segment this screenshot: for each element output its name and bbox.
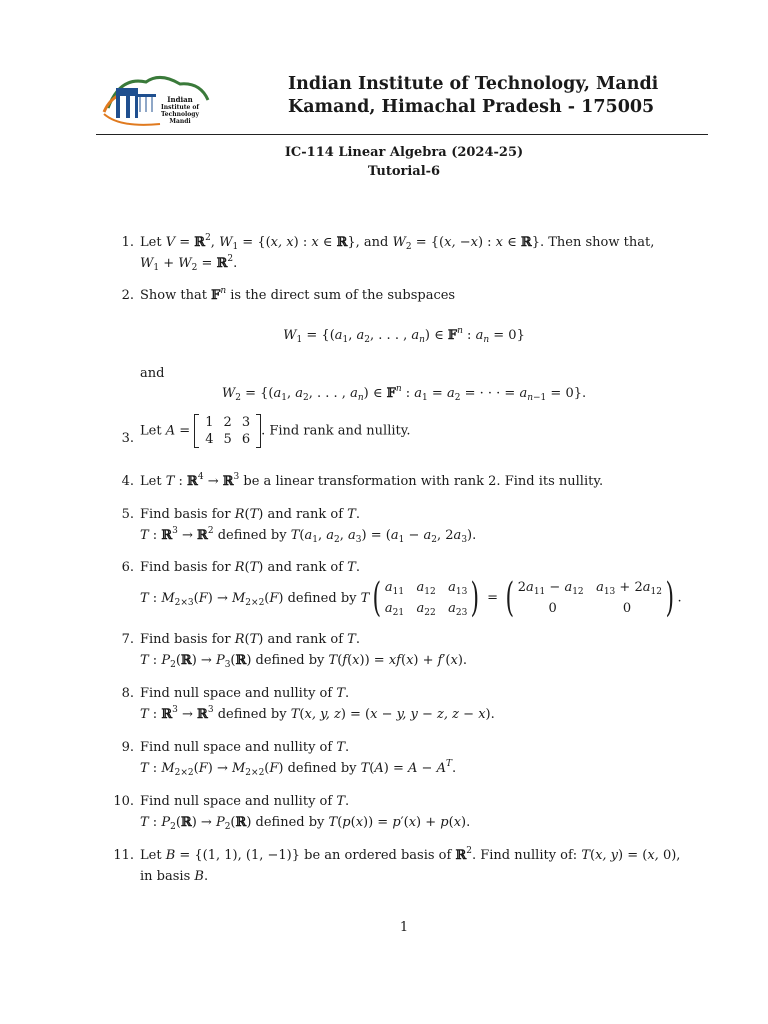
- problem-10-line-1: Find null space and nullity of T.: [140, 794, 350, 809]
- problem-5-line-1: Find basis for R(T) and rank of T.: [140, 507, 360, 522]
- institute-name: Indian Institute of Technology, Mandi: [288, 74, 659, 94]
- problem-number: 10.: [113, 794, 134, 809]
- institute-logo: [100, 68, 212, 130]
- matrix-cell: 3: [241, 415, 251, 430]
- problem-number: 2.: [121, 288, 134, 303]
- matrix-a: [194, 414, 261, 448]
- tutorial-title: Tutorial-6: [367, 164, 441, 179]
- problem-3: Let A = 1 2 3 4 5 6 . Find rank and nullity.: [140, 415, 411, 447]
- problem-6-line-2: T : $M_{2\times 3}(F) \to M_{2\times 2}(F)$ defined by T( $a_{11}$ $a_{12}$ $a_{13}$ $a_{21}$ $a_{22}$ $a_{23}$) = ( $2a_{11} - a_{12}$ $a_{13} + 2a_{12}$ 0 0 ) .: [140, 575, 682, 621]
- problem-9-line-1: Find null space and nullity of T.: [140, 740, 350, 755]
- problem-number: 3.: [121, 431, 134, 446]
- logo-text-1: Indian: [167, 95, 193, 104]
- problem-5-line-2: T : ℝ$^3$ → ℝ$^2$ defined by $T(a_1$, $a_2$, $a_3) = (a_1 - a_2$, $2a_3$).: [140, 526, 477, 545]
- problem-number: 5.: [121, 507, 134, 522]
- logo-text-2: Institute of: [161, 104, 199, 111]
- matrix-cell: 4: [205, 432, 214, 447]
- problem-2-w1: $W_1 = \{(a_1$, $a_2$, . . . , $a_n$) ∈ 𝔽$^n$ : $a_n = 0$}: [283, 326, 525, 345]
- course-title: IC-114 Linear Algebra (2024-25): [284, 145, 524, 160]
- problem-number: 1.: [121, 235, 134, 250]
- page-number: 1: [399, 920, 409, 935]
- problem-1-line-2: $W_1 + W_2$ = ℝ$^2$.: [140, 254, 238, 273]
- problem-6-line-1: Find basis for R(T) and rank of T.: [140, 560, 360, 575]
- header-rule: [96, 134, 708, 135]
- problem-7-line-1: Find basis for R(T) and rank of T.: [140, 632, 360, 647]
- problem-8-line-2: T : ℝ$^3$ → ℝ$^3$ defined by T(x, y, z) = (x − y, y − z, z − x).: [140, 705, 495, 722]
- problem-4: Let T : ℝ$^4$ → ℝ$^3$ be a linear transformation with rank 2. Find its nullity.: [140, 472, 604, 489]
- problem-number: 8.: [121, 686, 134, 701]
- matrix-cell: 6: [241, 432, 251, 447]
- problem-number: 6.: [121, 560, 134, 575]
- problem-2-w2: $W_2 = \{(a_1$, $a_2$, . . . , $a_n$) ∈ 𝔽$^n$ : $a_1 = a_2$ = · · · = $a_{n-1} = 0$}.: [221, 384, 587, 403]
- matrix-cell: 2: [223, 415, 232, 430]
- problem-number: 9.: [121, 740, 134, 755]
- problem-8-line-1: Find null space and nullity of T.: [140, 686, 350, 701]
- matrix-cell: 5: [223, 432, 232, 447]
- logo-text-3: Technology: [161, 111, 199, 118]
- logo-text-4: Mandi: [169, 118, 191, 125]
- problem-11-line-1: Let B = {(1, 1), (1, −1)} be an ordered basis of ℝ$^2$. Find nullity of: T(x, y) = (x, 0),: [140, 846, 681, 863]
- institute-address: Kamand, Himachal Pradesh - 175005: [288, 97, 655, 117]
- problem-11-line-2: in basis B.: [140, 869, 209, 884]
- problem-2-and: and: [140, 366, 165, 381]
- problem-number: 4.: [121, 474, 134, 489]
- problem-7-line-2: T : $P_2(ℝ)$ → $P_3(ℝ)$ defined by T(f(x)) = xf(x) + f′(x).: [140, 653, 468, 670]
- problem-10-line-2: T : $P_2(ℝ)$ → $P_2(ℝ)$ defined by T(p(x)) = p′(x) + p(x).: [140, 815, 471, 832]
- problem-9-line-2: T : $M_{2\times 2}(F) \to M_{2\times 2}(F)$ defined by $T(A) = A - A^T$.: [140, 759, 457, 778]
- problem-number: 7.: [121, 632, 134, 647]
- problem-number: 11.: [113, 848, 134, 863]
- problem-1-line-1: Let V = ℝ$^2$, $W_1 = \{(x$, x) : x ∈ ℝ}, and $W_2 = \{(x$, −x) : x ∈ ℝ}. Then show that,: [140, 233, 655, 252]
- matrix-cell: 1: [205, 415, 214, 430]
- problem-2-line-1: Show that 𝔽$^n$ is the direct sum of the subspaces: [140, 286, 456, 303]
